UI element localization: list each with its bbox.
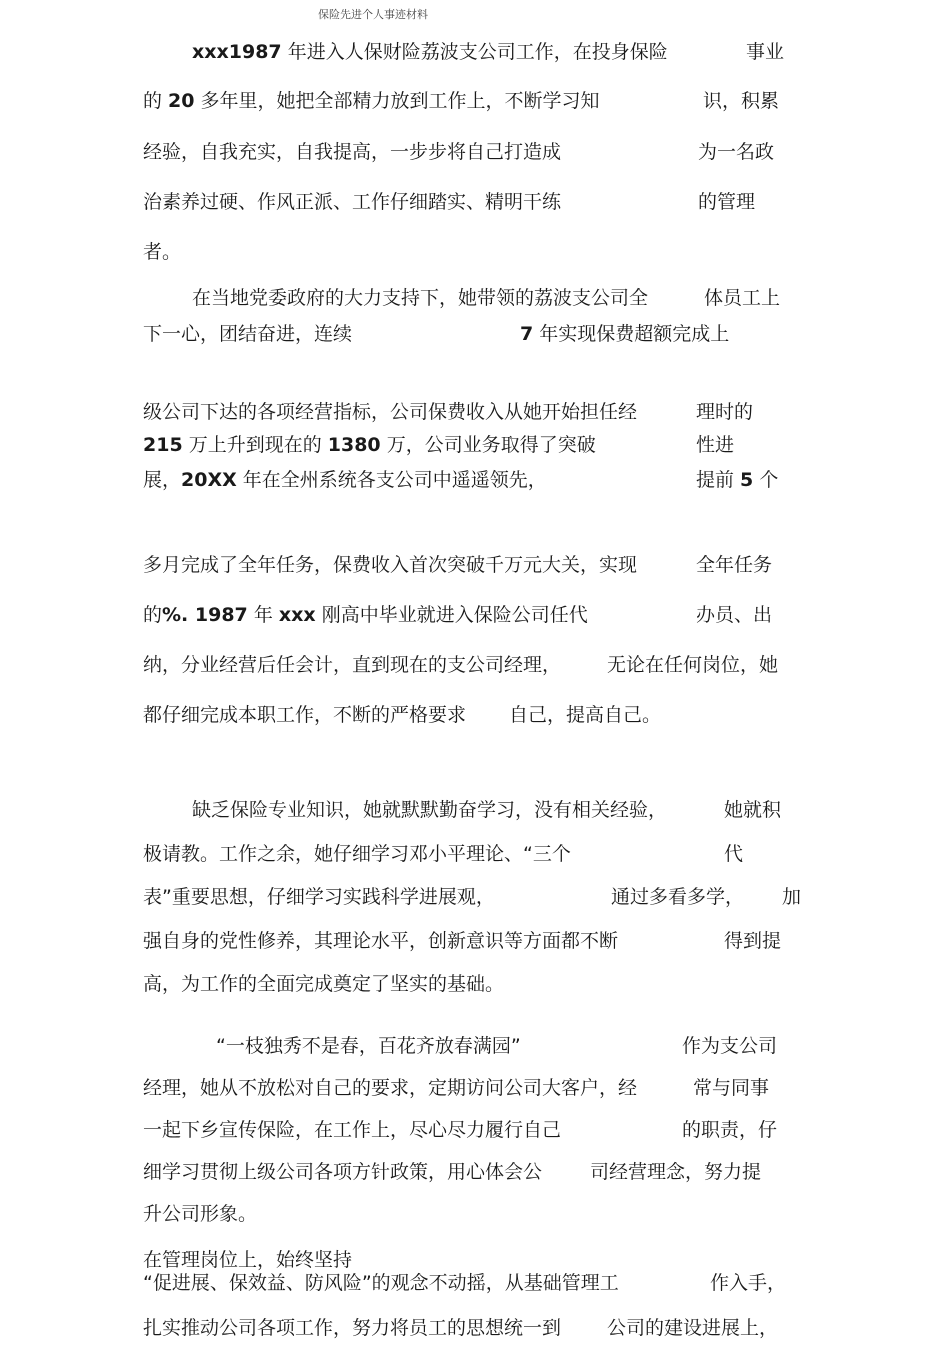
text-segment: 识，积累 — [703, 90, 780, 112]
text-segment: xxx1987 — [192, 41, 282, 63]
text-line — [143, 1076, 637, 1100]
text-segment: 的 — [143, 90, 169, 112]
text-line — [607, 653, 778, 677]
text-segment: 级公司下达的各项经营指标，公司保费收入从她开始担任经 — [143, 401, 638, 423]
text-line — [143, 842, 571, 866]
text-segment: 的 — [143, 604, 163, 626]
text-line — [143, 1271, 619, 1295]
text-segment: 的管理 — [698, 191, 756, 213]
text-line — [216, 1034, 521, 1058]
text-line — [724, 842, 743, 866]
text-segment: 展， — [143, 469, 182, 491]
text-line — [682, 1118, 777, 1142]
text-line — [724, 929, 781, 953]
text-segment: 缺乏保险专业知识，她就默默勤奋学习，没有相关经验， — [192, 799, 668, 821]
text-line — [143, 929, 618, 953]
text-line — [698, 190, 755, 214]
text-segment: 5 — [740, 469, 754, 491]
text-segment: 代 — [724, 843, 744, 865]
text-segment: 7 — [520, 323, 534, 345]
text-segment: 万，公司业务取得了突破 — [380, 434, 596, 456]
text-line — [143, 240, 181, 264]
text-line — [607, 1316, 778, 1340]
text-segment: 年进入人保财险荔波支公司工作，在投身保险 — [281, 41, 668, 63]
text-segment: 常与同事 — [693, 1077, 770, 1099]
text-line — [696, 433, 734, 457]
text-segment: 多年里，她把全部精力放到工作上，不断学习知 — [194, 90, 600, 112]
text-segment: xxx — [278, 604, 316, 626]
text-segment: 纳，分业经营后任会计，直到现在的支公司经理， — [143, 654, 562, 676]
text-line — [710, 1271, 786, 1295]
text-segment: 事业 — [746, 41, 785, 63]
text-segment: 下一心，团结奋进，连续 — [143, 323, 353, 345]
text-segment: 她就积 — [724, 799, 782, 821]
text-line — [143, 553, 637, 577]
text-segment: 升公司形象。 — [143, 1203, 258, 1225]
text-segment: 经验，自我充实，自我提高，一步步将自己打造成 — [143, 141, 562, 163]
text-segment: 表”重要思想，仔细学习实践科学进展观， — [143, 886, 495, 908]
text-line — [703, 89, 779, 113]
text-segment: 得到提 — [724, 930, 782, 952]
text-line — [143, 400, 637, 424]
text-segment: “一枝独秀不是春，百花齐放春满园” — [216, 1035, 521, 1057]
text-line — [143, 972, 504, 996]
text-segment: 作为支公司 — [682, 1035, 778, 1057]
text-segment: 自己，提高自己。 — [509, 704, 662, 726]
text-segment: 体员工上 — [704, 287, 781, 309]
text-line — [143, 89, 600, 113]
text-segment: 极请教。工作之余，她仔细学习邓小平理论、“三个 — [143, 843, 571, 865]
text-segment: 的职责，仔 — [682, 1119, 778, 1141]
text-segment: 扎实推动公司各项工作，努力将员工的思想统一到 — [143, 1317, 562, 1339]
text-segment: 1380 — [327, 434, 381, 456]
text-line — [590, 1160, 761, 1184]
text-line — [143, 468, 547, 492]
text-segment: 万上升到现在的 — [182, 434, 328, 456]
text-segment: 在管理岗位上，始终坚持 — [143, 1249, 353, 1271]
text-line — [509, 703, 661, 727]
text-segment: 性进 — [696, 434, 735, 456]
text-line — [693, 1076, 769, 1100]
text-line — [143, 603, 588, 627]
text-segment: “促进展、保效益、防风险”的观念不动摇，从基础管理工 — [143, 1272, 619, 1294]
text-line — [143, 1316, 561, 1340]
text-line — [698, 140, 774, 164]
page-header: 保险先进个人事迹材料 — [318, 8, 428, 21]
text-segment: 刚高中毕业就进入保险公司任代 — [315, 604, 588, 626]
text-segment: 强自身的党性修养，其理论水平，创新意识等方面都不断 — [143, 930, 619, 952]
text-line — [682, 1034, 777, 1058]
text-segment: 细学习贯彻上级公司各项方针政策，用心体会公 — [143, 1161, 543, 1183]
text-line — [143, 322, 352, 346]
text-segment: 20 — [168, 90, 195, 112]
text-segment: 一起下乡宣传保险，在工作上，尽心尽力履行自己 — [143, 1119, 562, 1141]
text-segment: 高，为工作的全面完成奠定了坚实的基础。 — [143, 973, 505, 995]
text-segment: 办员、出 — [696, 604, 773, 626]
text-line — [143, 433, 596, 457]
text-segment: 全年任务 — [696, 554, 773, 576]
text-segment: 通过多看多学， — [611, 886, 745, 908]
text-line — [143, 653, 561, 677]
text-line — [192, 40, 668, 64]
text-segment: 司经营理念，努力提 — [590, 1161, 762, 1183]
text-segment: 者。 — [143, 241, 182, 263]
text-segment: 年实现保费超额完成上 — [533, 323, 730, 345]
text-line — [143, 1118, 561, 1142]
text-line — [143, 140, 561, 164]
text-segment: 作入手， — [710, 1272, 787, 1294]
text-segment: 提前 — [696, 469, 741, 491]
text-line — [520, 322, 729, 346]
text-segment: 年在全州系统各支公司中遥遥领先， — [236, 469, 547, 491]
text-line — [143, 190, 561, 214]
text-segment: 都仔细完成本职工作，不断的严格要求 — [143, 704, 467, 726]
text-segment: 多月完成了全年任务，保费收入首次突破千万元大关，实现 — [143, 554, 638, 576]
text-segment: 加 — [782, 886, 802, 908]
text-line — [192, 798, 667, 822]
text-line — [696, 553, 772, 577]
text-segment: 公司的建设进展上， — [607, 1317, 779, 1339]
text-line — [192, 286, 648, 310]
text-segment: 20XX — [181, 469, 237, 491]
text-line — [143, 1248, 352, 1272]
text-line — [704, 286, 780, 310]
text-line — [611, 885, 744, 909]
text-segment: 在当地党委政府的大力支持下，她带领的荔波支公司全 — [192, 287, 649, 309]
text-line — [696, 603, 772, 627]
text-line — [746, 40, 784, 64]
text-segment: %. 1987 — [162, 604, 248, 626]
text-segment: 个 — [753, 469, 779, 491]
text-line — [782, 885, 801, 909]
text-line — [696, 400, 753, 424]
text-line — [143, 703, 466, 727]
text-line — [143, 1160, 542, 1184]
text-segment: 为一名政 — [698, 141, 775, 163]
text-line — [143, 1202, 257, 1226]
text-line — [724, 798, 781, 822]
text-line — [143, 885, 495, 909]
text-segment: 理时的 — [696, 401, 754, 423]
text-line — [696, 468, 778, 492]
text-segment: 215 — [143, 434, 183, 456]
text-segment: 治素养过硬、作风正派、工作仔细踏实、精明干练 — [143, 191, 562, 213]
text-segment: 无论在任何岗位，她 — [607, 654, 779, 676]
text-segment: 经理，她从不放松对自己的要求，定期访问公司大客户，经 — [143, 1077, 638, 1099]
text-segment: 年 — [247, 604, 279, 626]
